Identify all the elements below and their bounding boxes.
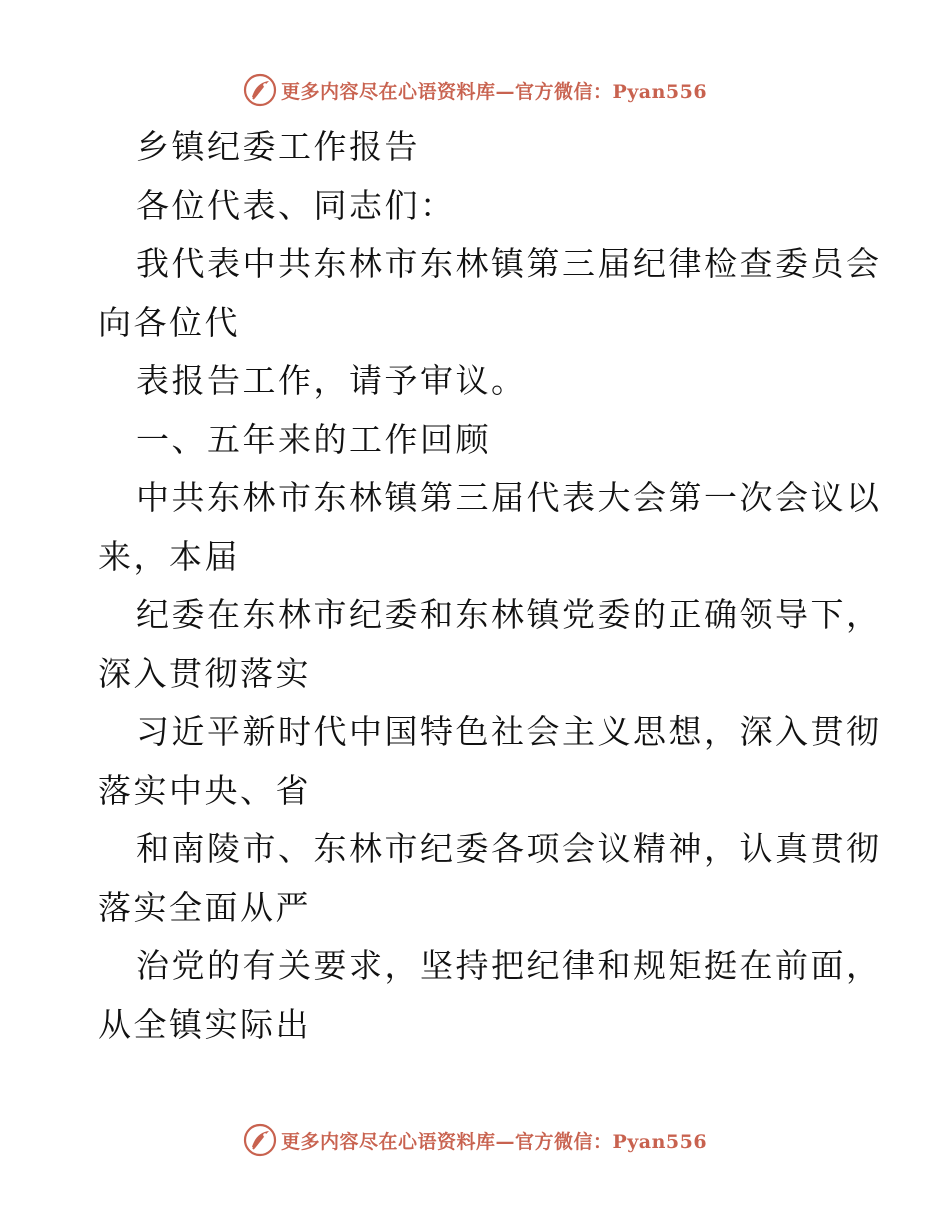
paragraph-line: 纪委在东林市纪委和东林镇党委的正确领导下， [136,595,882,634]
paragraph-line: 和南陵市、东林市纪委各项会议精神，认真贯彻 [136,829,882,868]
pen-logo-icon [243,73,277,107]
salutation: 各位代表、同志们： [136,185,456,225]
footer-watermark [0,1118,950,1162]
document-body [98,118,882,1054]
paragraph-line: 治党的有关要求，坚持把纪律和规矩挺在前面， [136,946,882,985]
paragraph-line: 习近平新时代中国特色社会主义思想，深入贯彻 [136,712,882,751]
pen-logo-icon [243,1123,277,1157]
doc-title: 乡镇纪委工作报告 [136,127,420,166]
paragraph-line: 从全镇实际出 [98,1004,311,1044]
paragraph-line: 落实中央、省 [98,770,311,810]
paragraph-line: 深入贯彻落实 [98,653,311,693]
paragraph-line: 我代表中共东林市东林镇第三届纪律检查委员会 [136,244,882,283]
watermark-text: 更多内容尽在心语资料库—官方微信：Pyan556 [280,80,708,103]
paragraph-line: 表报告工作，请予审议。 [136,361,527,400]
section-heading: 一、五年来的工作回顾 [136,419,491,459]
paragraph-line: 来，本届 [98,536,240,576]
watermark-text: 更多内容尽在心语资料库—官方微信：Pyan556 [280,1130,708,1153]
header-watermark [0,68,950,112]
paragraph-line: 中共东林市东林镇第三届代表大会第一次会议以 [136,478,882,517]
paragraph-line: 落实全面从严 [98,887,311,927]
paragraph-line: 向各位代 [98,302,240,342]
